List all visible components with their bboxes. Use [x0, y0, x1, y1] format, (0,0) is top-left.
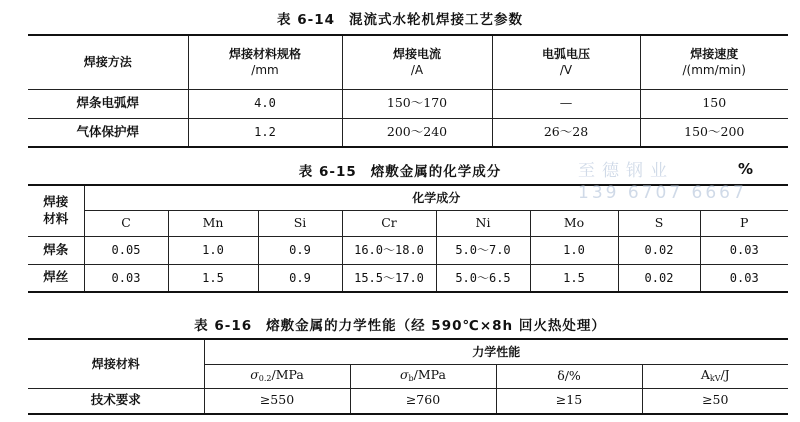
table-header-row: [28, 35, 788, 89]
watermark-line2: 139 6707 6667: [578, 183, 747, 203]
unit-percent: %: [738, 160, 754, 178]
caption-title: 混流式水轮机焊接工艺参数: [348, 12, 523, 28]
table-6-16: [28, 338, 788, 415]
caption-title: 熔敷金属的化学成分: [370, 164, 502, 180]
table-header-row: [28, 185, 788, 210]
cell-value: 0.05: [84, 236, 168, 264]
header-element-s: S: [618, 210, 700, 236]
cell-value: 0.02: [618, 236, 700, 264]
watermark-line1: 至德钢业: [578, 161, 674, 181]
cell-value: 5.0～6.5: [436, 264, 530, 292]
header-yield-strength: $\sigma_{0.2}$/MPa: [204, 364, 350, 388]
table-6-15-caption: [0, 160, 800, 180]
header-material: 焊接 材料: [28, 185, 84, 236]
cell-current: 150～170: [342, 89, 492, 118]
header-element-cr: Cr: [342, 210, 436, 236]
cell-voltage: 26～28: [492, 118, 640, 147]
caption-number: 表 6-14: [277, 12, 335, 28]
header-element-c: C: [84, 210, 168, 236]
header-properties: 力学性能: [204, 339, 788, 364]
header-spec: 焊接材料规格 /mm: [188, 35, 342, 89]
cell-value: 16.0～18.0: [342, 236, 436, 264]
cell-value: 15.5～17.0: [342, 264, 436, 292]
cell-value: 0.03: [700, 264, 788, 292]
cell-value: 0.9: [258, 264, 342, 292]
cell-value: 0.9: [258, 236, 342, 264]
header-material: 焊接材料: [28, 339, 204, 388]
cell-value: 0.02: [618, 264, 700, 292]
cell-speed: 150～200: [640, 118, 788, 147]
cell-value: ≥15: [496, 388, 642, 414]
header-composition: 化学成分: [84, 185, 788, 210]
table-6-14: [28, 34, 788, 148]
table-header-row: [28, 339, 788, 364]
cell-value: 1.0: [168, 236, 258, 264]
cell-method: 焊条电弧焊: [28, 89, 188, 118]
header-element-ni: Ni: [436, 210, 530, 236]
table-6-14-caption: [0, 8, 800, 28]
table-row: [28, 89, 788, 118]
header-element-si: Si: [258, 210, 342, 236]
cell-value: 1.5: [530, 264, 618, 292]
caption-title: 熔敷金属的力学性能（经 590℃×8h 回火热处理）: [266, 318, 606, 334]
cell-method: 气体保护焊: [28, 118, 188, 147]
cell-value: ≥50: [642, 388, 788, 414]
cell-value: ≥550: [204, 388, 350, 414]
header-impact-energy: $A_{kV}/J$: [642, 364, 788, 388]
table-row: [28, 236, 788, 264]
table-row: [28, 118, 788, 147]
header-method: 焊接方法: [28, 35, 188, 89]
header-current: 焊接电流 /A: [342, 35, 492, 89]
cell-spec: 1.2: [188, 118, 342, 147]
cell-value: 0.03: [84, 264, 168, 292]
header-element-mo: Mo: [530, 210, 618, 236]
cell-value: 1.5: [168, 264, 258, 292]
cell-voltage: —: [492, 89, 640, 118]
header-tensile-strength: $\sigma_b$/MPa: [350, 364, 496, 388]
element-header-row: [28, 210, 788, 236]
header-speed: 焊接速度 /(mm/min): [640, 35, 788, 89]
caption-number: 表 6-16: [194, 318, 253, 334]
header-elongation: δ/%: [496, 364, 642, 388]
cell-value: 1.0: [530, 236, 618, 264]
cell-current: 200～240: [342, 118, 492, 147]
header-voltage: 电弧电压 /V: [492, 35, 640, 89]
cell-value: 5.0～7.0: [436, 236, 530, 264]
header-element-mn: Mn: [168, 210, 258, 236]
cell-speed: 150: [640, 89, 788, 118]
cell-spec: 4.0: [188, 89, 342, 118]
cell-value: ≥760: [350, 388, 496, 414]
table-6-16-caption: [0, 314, 800, 334]
table-6-15: [28, 184, 788, 293]
table-row: [28, 388, 788, 414]
table-row: [28, 264, 788, 292]
cell-material: 焊条: [28, 236, 84, 264]
cell-material: 焊丝: [28, 264, 84, 292]
cell-value: 0.03: [700, 236, 788, 264]
caption-number: 表 6-15: [298, 164, 357, 180]
cell-material: 技术要求: [28, 388, 204, 414]
header-element-p: P: [700, 210, 788, 236]
